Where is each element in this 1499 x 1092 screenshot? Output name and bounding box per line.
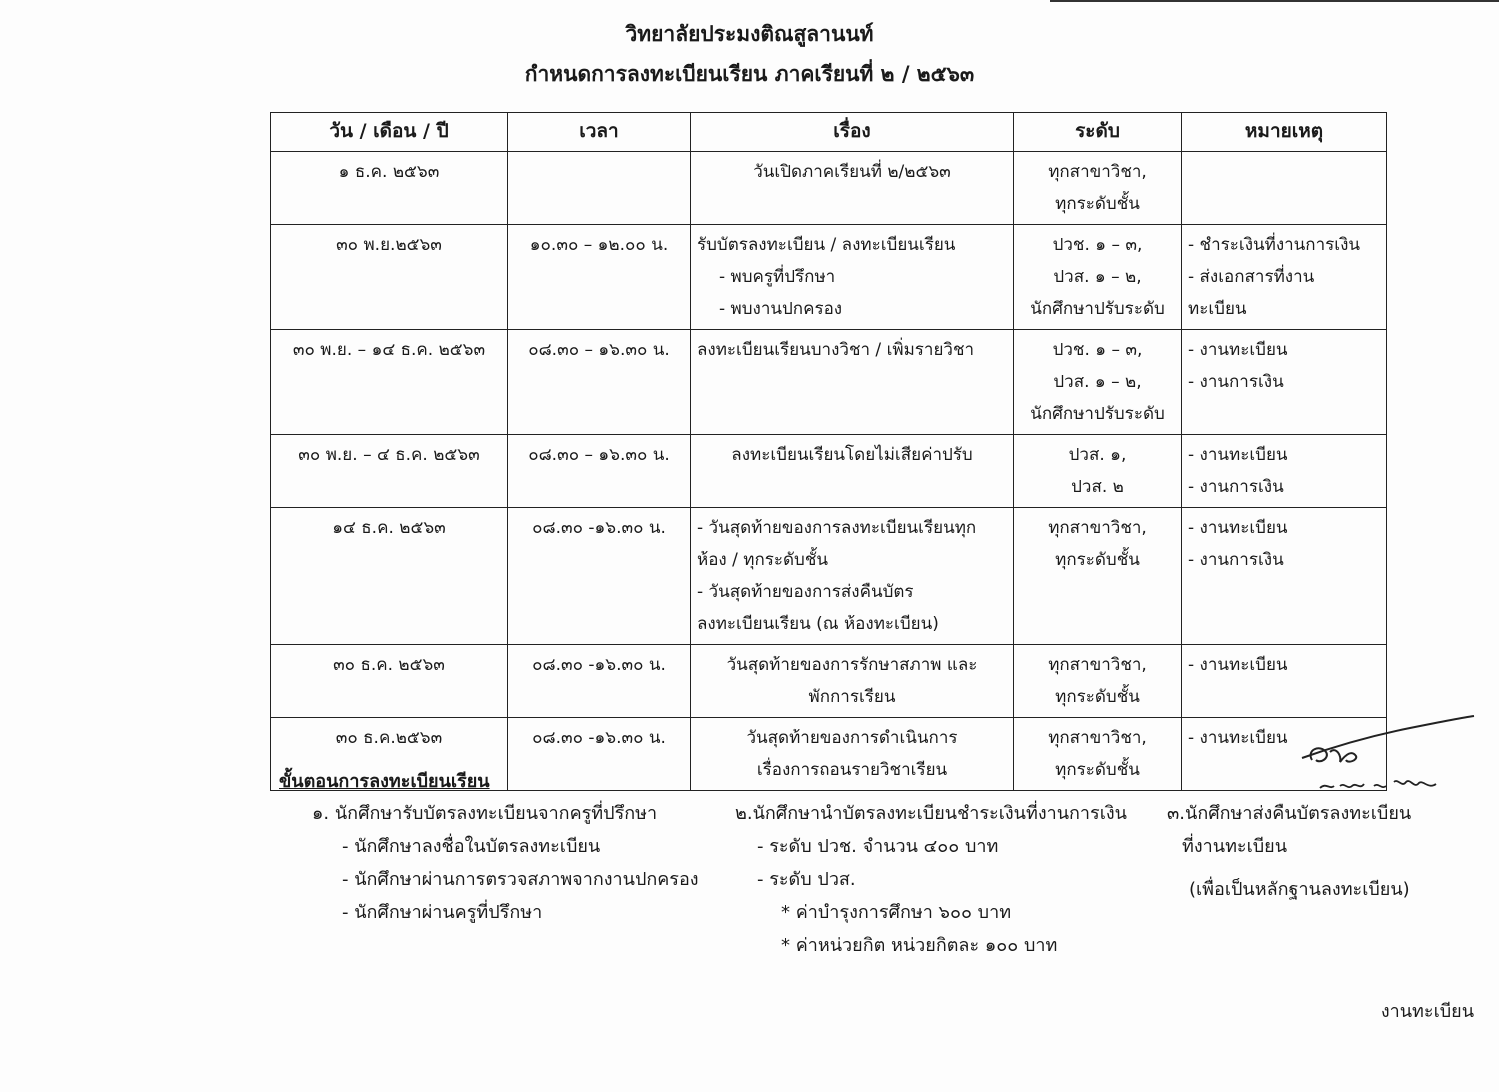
step-2: [735, 797, 1127, 962]
cell-time: ๐๘.๓๐ -๑๖.๓๐ น.: [508, 645, 691, 718]
table-row: [271, 645, 1387, 718]
table-header-row: [271, 113, 1387, 152]
level-line: นักศึกษาปรับระดับ: [1030, 404, 1165, 424]
cell-remarks: [1182, 645, 1387, 718]
level-line: ทุกระดับชั้น: [1055, 550, 1140, 570]
level-line: ทุกระดับชั้น: [1055, 687, 1140, 707]
step-3-title: ๓.นักศึกษาส่งคืนบัตรลงทะเบียน: [1167, 803, 1412, 824]
header-remarks: หมายเหตุ: [1182, 113, 1387, 152]
step-2-fee: * ค่าบำรุงการศึกษา ๖๐๐ บาท: [781, 902, 1012, 923]
topic-line: - พบครูที่ปรึกษา: [719, 267, 836, 287]
topic-line: - วันสุดท้ายของการส่งคืนบัตร: [697, 582, 914, 602]
level-line: นักศึกษาปรับระดับ: [1030, 299, 1165, 319]
topic-line: เรื่องการถอนรายวิชาเรียน: [756, 760, 948, 780]
cell-topic: [691, 435, 1014, 508]
level-line: ปวช. ๑ – ๓,: [1052, 340, 1143, 360]
cell-topic: [691, 225, 1014, 330]
cell-date: ๑๔ ธ.ค. ๒๕๖๓: [271, 508, 508, 645]
level-line: ทุกสาขาวิชา,: [1048, 728, 1147, 748]
cell-level: [1014, 645, 1182, 718]
header-date: วัน / เดือน / ปี: [271, 113, 508, 152]
cell-topic: [691, 508, 1014, 645]
step-3: [1167, 797, 1411, 906]
steps-heading: ขั้นตอนการลงทะเบียนเรียน: [279, 771, 490, 792]
remark-line: - ชำระเงินที่งานการเงิน: [1188, 235, 1360, 255]
cell-date: ๓๐ พ.ย.๒๕๖๓: [271, 225, 508, 330]
cell-level: [1014, 435, 1182, 508]
table-row: [271, 330, 1387, 435]
level-line: ปวช. ๑ – ๓,: [1052, 235, 1143, 255]
top-edge-rule: [1050, 0, 1499, 2]
cell-level: [1014, 508, 1182, 645]
cell-time: ๐๘.๓๐ -๑๖.๓๐ น.: [508, 718, 691, 791]
table-row: [271, 435, 1387, 508]
step-1-item: - นักศึกษาผ่านครูที่ปรึกษา: [342, 902, 543, 923]
cell-date: ๓๐ พ.ย. – ๑๔ ธ.ค. ๒๕๖๓: [271, 330, 508, 435]
level-line: ทุกระดับชั้น: [1055, 760, 1140, 780]
step-1-item: - นักศึกษาลงชื่อในบัตรลงทะเบียน: [342, 836, 601, 857]
cell-remarks: [1182, 330, 1387, 435]
schedule-title: กำหนดการลงทะเบียนเรียน ภาคเรียนที่ ๒ / ๒๕๖๓: [524, 62, 975, 86]
cell-date: ๓๐ ธ.ค. ๒๕๖๓: [271, 645, 508, 718]
cell-time: ๐๘.๓๐ – ๑๖.๓๐ น.: [508, 330, 691, 435]
topic-line: พักการเรียน: [808, 687, 896, 707]
topic-line: วันเปิดภาคเรียนที่ ๒/๒๕๖๓: [753, 162, 951, 182]
cell-topic: [691, 645, 1014, 718]
step-1-title: ๑. นักศึกษารับบัตรลงทะเบียนจากครูที่ปรึกษา: [312, 803, 658, 824]
topic-line: - วันสุดท้ายของการลงทะเบียนเรียนทุก: [697, 518, 977, 538]
topic-line: - พบงานปกครอง: [719, 299, 843, 319]
topic-line: ลงทะเบียนเรียนโดยไม่เสียค่าปรับ: [731, 445, 973, 465]
cell-topic: [691, 152, 1014, 225]
level-line: ปวส. ๑ – ๒,: [1053, 267, 1142, 287]
remark-line: - งานการเงิน: [1188, 550, 1284, 570]
step-1-item: - นักศึกษาผ่านการตรวจสภาพจากงานปกครอง: [342, 869, 699, 890]
cell-date: ๓๐ ธ.ค.๒๕๖๓: [271, 718, 508, 791]
cell-level: [1014, 718, 1182, 791]
cell-date: ๓๐ พ.ย. – ๔ ธ.ค. ๒๕๖๓: [271, 435, 508, 508]
remark-line: - งานการเงิน: [1188, 477, 1284, 497]
step-2-item: - ระดับ ปวส.: [757, 869, 856, 890]
level-line: ปวส. ๑ – ๒,: [1053, 372, 1142, 392]
remark-line: - งานทะเบียน: [1188, 340, 1288, 360]
level-line: ทุกสาขาวิชา,: [1048, 655, 1147, 675]
cell-remarks: [1182, 435, 1387, 508]
step-2-title: ๒.นักศึกษานำบัตรลงทะเบียนชำระเงินที่งานการเงิน: [735, 803, 1127, 824]
cell-topic: [691, 330, 1014, 435]
step-2-item: - ระดับ ปวช. จำนวน ๔๐๐ บาท: [757, 836, 999, 857]
topic-line: ห้อง / ทุกระดับชั้น: [697, 550, 829, 570]
registration-schedule-table: [270, 112, 1387, 791]
header-level: ระดับ: [1014, 113, 1182, 152]
remark-line: - งานการเงิน: [1188, 372, 1284, 392]
topic-line: รับบัตรลงทะเบียน / ลงทะเบียนเรียน: [697, 235, 956, 255]
level-line: ทุกสาขาวิชา,: [1048, 162, 1147, 182]
step-2-fee: * ค่าหน่วยกิต หน่วยกิตละ ๑๐๐ บาท: [781, 935, 1058, 956]
header-time: เวลา: [508, 113, 691, 152]
issuing-office: งานทะเบียน: [1380, 1001, 1474, 1022]
remark-line: - ส่งเอกสารที่งาน: [1188, 267, 1315, 287]
remark-line: - งานทะเบียน: [1188, 518, 1288, 538]
cell-time: [508, 152, 691, 225]
topic-line: วันสุดท้ายของการดำเนินการ: [746, 728, 958, 748]
step-3-note: (เพื่อเป็นหลักฐานลงทะเบียน): [1189, 879, 1410, 900]
level-line: ปวส. ๑,: [1068, 445, 1127, 465]
step-3-title-cont: ที่งานทะเบียน: [1182, 836, 1288, 857]
cell-level: [1014, 225, 1182, 330]
remark-line: - งานทะเบียน: [1188, 445, 1288, 465]
table-row: [271, 225, 1387, 330]
cell-level: [1014, 152, 1182, 225]
remark-line: ทะเบียน: [1188, 299, 1247, 319]
cell-remarks: [1182, 225, 1387, 330]
cell-date: ๑ ธ.ค. ๒๕๖๓: [271, 152, 508, 225]
cell-level: [1014, 330, 1182, 435]
cell-topic: [691, 718, 1014, 791]
table-row: [271, 508, 1387, 645]
cell-time: ๑๐.๓๐ – ๑๒.๐๐ น.: [508, 225, 691, 330]
remark-line: - งานทะเบียน: [1188, 728, 1288, 748]
college-name: วิทยาลัยประมงติณสูลานนท์: [625, 22, 874, 46]
cell-time: ๐๘.๓๐ – ๑๖.๓๐ น.: [508, 435, 691, 508]
topic-line: ลงทะเบียนเรียนบางวิชา / เพิ่มรายวิชา: [697, 340, 975, 360]
cell-remarks: [1182, 152, 1387, 225]
topic-line: วันสุดท้ายของการรักษาสภาพ และ: [726, 655, 978, 675]
header-topic: เรื่อง: [691, 113, 1014, 152]
table-row: [271, 152, 1387, 225]
cell-time: ๐๘.๓๐ -๑๖.๓๐ น.: [508, 508, 691, 645]
level-line: ปวส. ๒: [1071, 477, 1124, 497]
step-1: [312, 797, 699, 929]
level-line: ทุกระดับชั้น: [1055, 194, 1140, 214]
level-line: ทุกสาขาวิชา,: [1048, 518, 1147, 538]
cell-remarks: [1182, 508, 1387, 645]
handwritten-signature: [1290, 712, 1490, 802]
topic-line: ลงทะเบียนเรียน (ณ ห้องทะเบียน): [697, 614, 939, 634]
remark-line: - งานทะเบียน: [1188, 655, 1288, 675]
